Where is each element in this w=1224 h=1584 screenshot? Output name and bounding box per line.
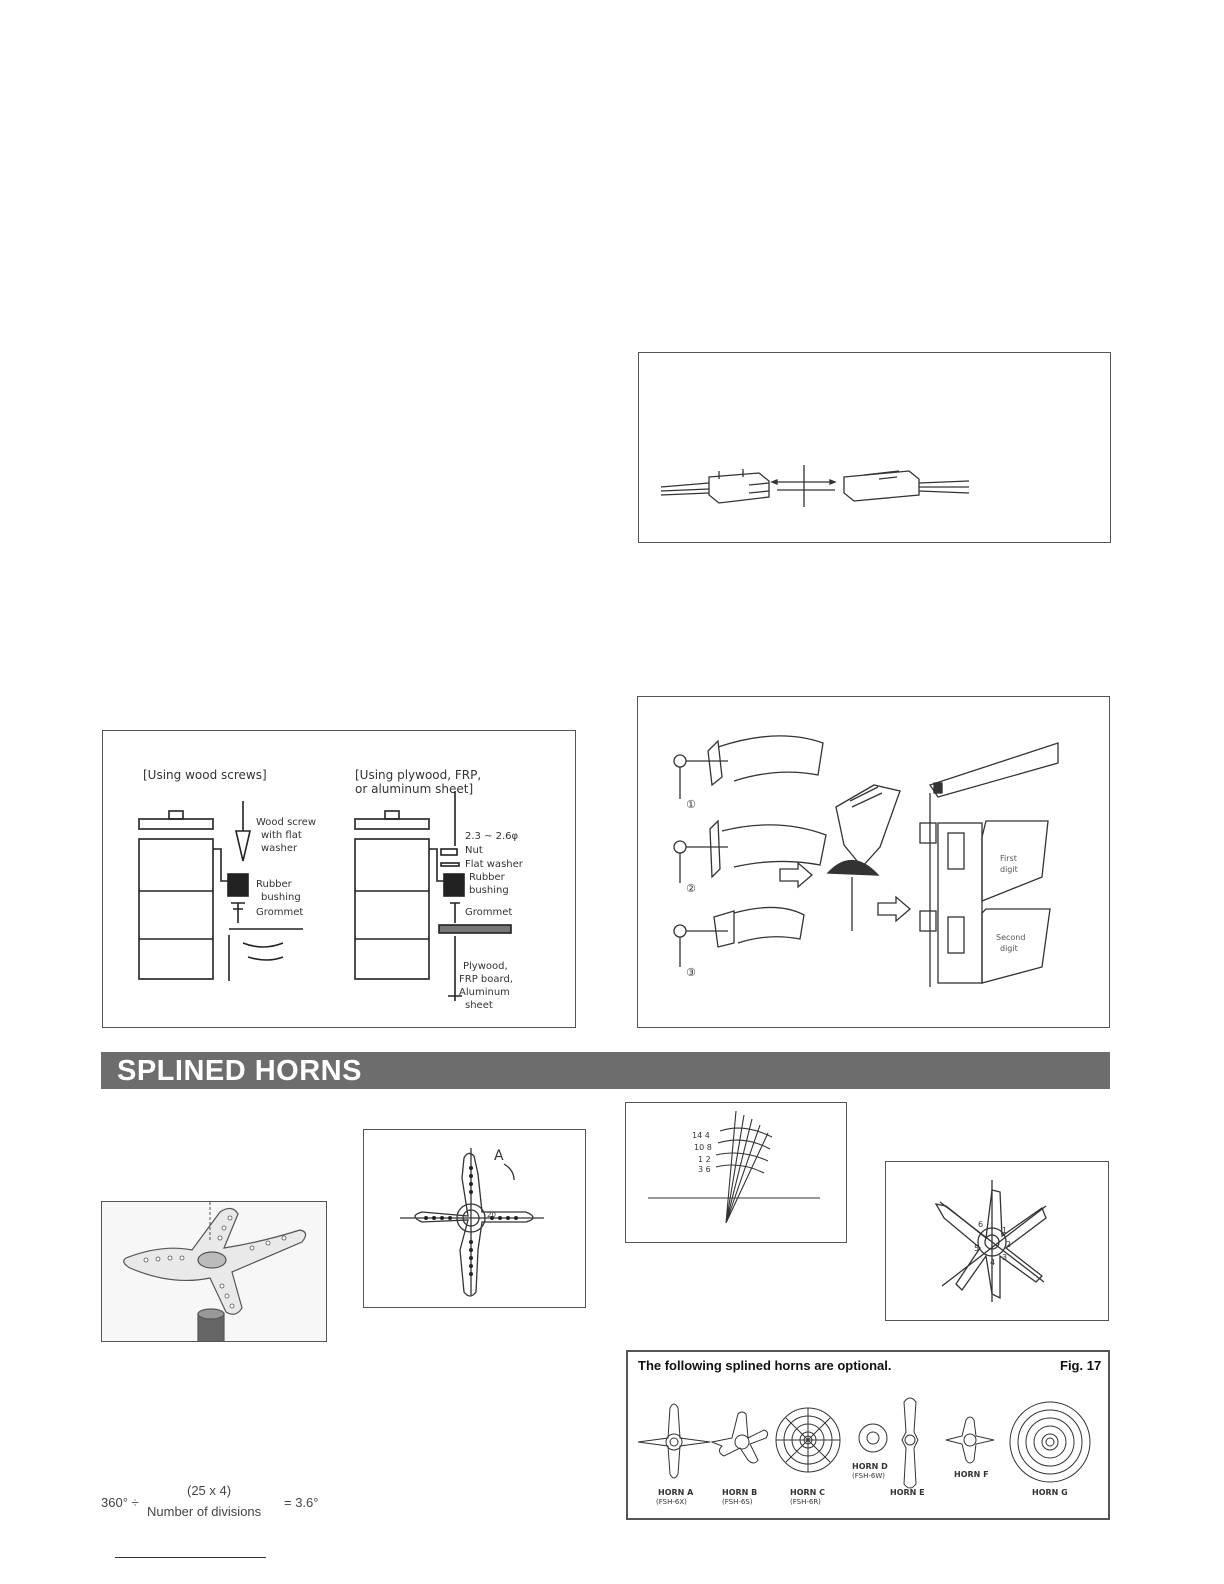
connector-illustration xyxy=(639,353,1109,541)
section-title: SPLINED HORNS xyxy=(117,1055,362,1087)
bolt-size: 2.3 ~ 2.6φ xyxy=(465,831,519,842)
step-3-label: ③ xyxy=(686,966,696,979)
board-label-3: Aluminum xyxy=(459,987,510,998)
six-arm-horn-figure xyxy=(885,1161,1109,1321)
connector-figure xyxy=(638,352,1111,543)
horn-e-name: HORN E xyxy=(890,1488,925,1497)
cross-horn-illustration xyxy=(364,1130,585,1307)
grommet-right: Grommet xyxy=(465,907,513,918)
six-arm-number-6: 6 xyxy=(978,1220,984,1229)
step-1-label: ① xyxy=(686,798,696,811)
scale-number-3: 1 2 xyxy=(698,1155,711,1164)
rubber-bushing-left-1: Rubber xyxy=(256,879,292,890)
nut-label: Nut xyxy=(465,845,483,856)
first-digit-label-2: digit xyxy=(1000,865,1018,874)
optional-title: The following splined horns are optional. xyxy=(638,1358,892,1373)
horn-c-name: HORN C xyxy=(790,1488,826,1497)
horn-d-name: HORN D xyxy=(852,1462,888,1471)
six-arm-number-2: 2 xyxy=(1006,1240,1012,1249)
plywood-header-line1: [Using plywood, FRP, xyxy=(355,768,482,782)
six-arm-number-3: 3 xyxy=(1002,1253,1008,1262)
servo-mounting-figure xyxy=(102,730,576,1028)
wood-screw-label-1: Wood screw xyxy=(256,817,316,828)
footnote-rule xyxy=(115,1557,266,1558)
second-digit-label-2: digit xyxy=(1000,944,1018,953)
cross-horn-figure xyxy=(363,1129,586,1308)
second-digit-label-1: Second xyxy=(996,933,1026,942)
board-label-1: Plywood, xyxy=(463,961,508,972)
scale-illustration xyxy=(626,1103,846,1242)
formula-denominator: Number of divisions xyxy=(147,1504,262,1519)
scale-figure xyxy=(625,1102,847,1243)
six-arm-horn-illustration xyxy=(886,1162,1108,1320)
horn-d-code: (FSH-6W) xyxy=(852,1472,885,1480)
horn-g-name: HORN G xyxy=(1032,1488,1068,1497)
horn-photo-illustration xyxy=(102,1202,326,1341)
six-arm-number-4: 4 xyxy=(990,1258,996,1267)
hole-label: 20 xyxy=(487,1211,496,1219)
flat-washer-label: Flat washer xyxy=(465,859,523,870)
plywood-header-line2: or aluminum sheet] xyxy=(355,782,474,796)
scale-number-2: 10 8 xyxy=(694,1143,712,1152)
six-arm-number-1: 1 xyxy=(1002,1226,1008,1235)
formula-lead: 360° ÷ xyxy=(101,1495,139,1510)
formula-numerator: (25 x 4) xyxy=(187,1483,232,1498)
wood-screw-label-2: with flat xyxy=(261,830,302,841)
digit-setting-illustration xyxy=(638,697,1108,1027)
section-banner xyxy=(101,1052,1110,1089)
digit-setting-figure xyxy=(637,696,1110,1028)
board-label-4: sheet xyxy=(465,1000,493,1011)
horn-a-name: HORN A xyxy=(658,1488,694,1497)
grommet-left: Grommet xyxy=(256,907,304,918)
arrow-label-a: A xyxy=(494,1148,504,1164)
horn-b-code: (FSH-6S) xyxy=(722,1498,753,1506)
figure-number: Fig. 17 xyxy=(1060,1358,1102,1373)
formula-result: = 3.6° xyxy=(284,1495,319,1510)
first-digit-label-1: First xyxy=(1000,854,1017,863)
board-label-2: FRP board, xyxy=(459,974,513,985)
horn-photo-figure xyxy=(101,1201,327,1342)
scale-number-1: 14 4 xyxy=(692,1131,710,1140)
rubber-bushing-right-1: Rubber xyxy=(469,872,505,883)
horn-c-code: (FSH-6R) xyxy=(790,1498,821,1506)
scale-number-4: 3 6 xyxy=(698,1165,711,1174)
step-2-label: ② xyxy=(686,882,696,895)
horn-f-name: HORN F xyxy=(954,1470,989,1479)
rubber-bushing-left-2: bushing xyxy=(261,892,301,903)
wood-screw-label-3: washer xyxy=(261,843,298,854)
optional-horns-figure xyxy=(626,1350,1110,1520)
rubber-bushing-right-2: bushing xyxy=(469,885,509,896)
six-arm-number-5: 5 xyxy=(974,1244,980,1253)
horn-a-code: (FSH-6X) xyxy=(656,1498,687,1506)
wood-screws-header: [Using wood screws] xyxy=(143,768,267,782)
horn-b-name: HORN B xyxy=(722,1488,758,1497)
